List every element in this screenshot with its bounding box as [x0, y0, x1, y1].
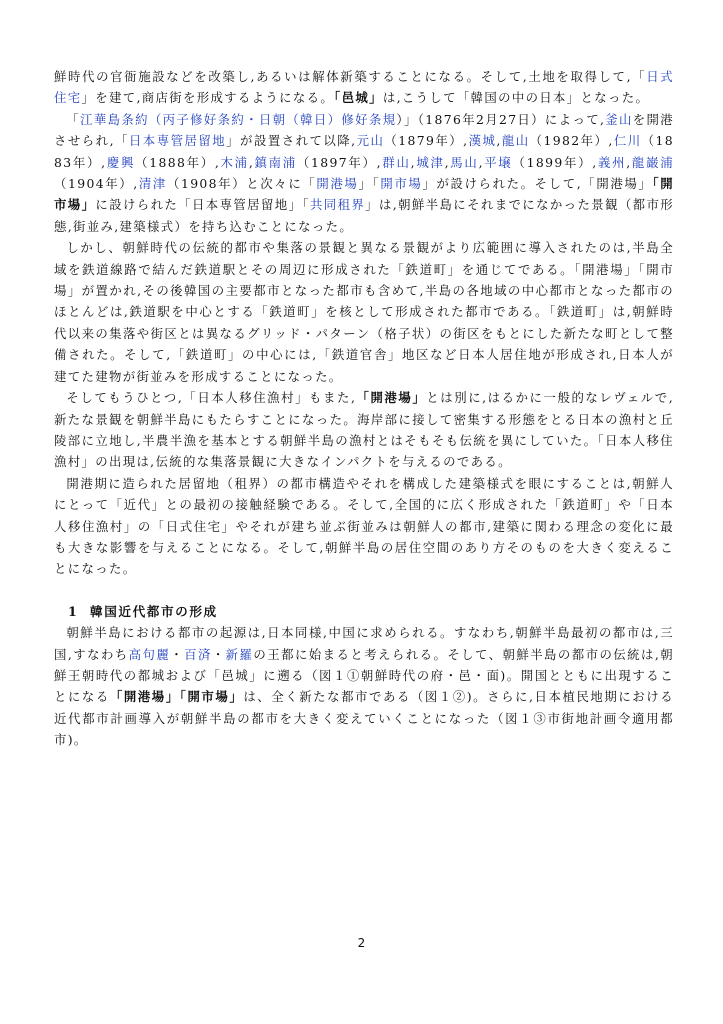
text-run: 」が設置されて以降, [226, 133, 357, 149]
text-run: （1897年）, [296, 154, 382, 170]
text-run: は、全く新たな都市である（図１②)。さらに,日本植民地期における近代都市計画導入が朝鮮半島の都市を大きく変えていくことになった（図１③市街地計画令適用都市)。 [54, 689, 674, 748]
text-run: は,こうして「韓国の中の日本」となった。 [382, 90, 650, 106]
text-run: , [248, 154, 255, 170]
text-run: （1982年）, [529, 133, 614, 149]
highlighted-term: 共同租界 [309, 197, 366, 213]
highlighted-term: 清津 [138, 176, 167, 192]
text-run: の王都に始まると考えられる。そして、朝鮮半島の都市の伝統は,朝鮮王朝時代の都城および「邑城」に遡る（図１①朝鮮時代の府・邑・面)。開国とともに出現することになる [54, 646, 675, 705]
highlighted-term: 平壌 [483, 154, 513, 170]
text-run: 開港期に造られた居留地（租界）の都市構造やそれを構成した建築様式を眼にすることは,朝鮮人にとって「近代」との最初の接触経験である。そして,全国的に広く形成された「鉄道町」や「日本人移住漁村」の「日式住宅」やそれが建ち並ぶ街並みは朝鮮人の都市,建築に関わる理念の変化に最も大きな影響を与えることになる。そして,朝鮮半島の居住空間のあり方そのものを大きく変えることになった。 [54, 475, 674, 577]
section-number: 1 [68, 603, 79, 619]
highlighted-term: 高句麗 [128, 646, 171, 662]
highlighted-term: 龍巌浦 [631, 154, 674, 170]
paragraph-2 [54, 109, 674, 237]
paragraph-4 [54, 387, 674, 473]
text-run: そしてもうひとつ,「日本人移住漁村」もまた, [66, 390, 357, 406]
highlighted-term: 漢城 [468, 133, 497, 149]
highlighted-term: 木浦 [220, 154, 249, 170]
text-run: に設けられた「日本専管居留地」「 [95, 197, 310, 213]
paragraph-1 [54, 66, 674, 109]
paragraph-5 [54, 473, 674, 580]
text-run: , [496, 133, 502, 149]
text-run: , [478, 154, 484, 170]
text-run: 鮮時代の官衙施設などを改築し,あるいは解体新築することになる。そして,土地を取得して,「 [54, 69, 647, 84]
highlighted-term: 元山 [356, 133, 385, 149]
text-run: 「 [66, 111, 81, 127]
bold-term: 「開港場」 [356, 390, 427, 406]
highlighted-term: 仁川 [613, 133, 642, 149]
section-title: 韓国近代都市の形成 [90, 603, 218, 619]
body-text [54, 66, 674, 751]
text-run: （1908年）と次々に「 [166, 176, 317, 192]
page-number: 2 [357, 936, 366, 950]
highlighted-term: 釜山 [605, 111, 633, 127]
text-run: （1899年）, [512, 154, 598, 170]
highlighted-term: 開市場 [380, 176, 423, 192]
text-run: （1888年）, [135, 154, 221, 170]
highlighted-term: 馬山 [449, 154, 479, 170]
highlighted-term: 百済 [184, 646, 212, 662]
highlighted-term: 日式住宅 [54, 69, 674, 106]
highlighted-term: 城津 [415, 154, 445, 170]
highlighted-term: 日本専管居留地 [128, 133, 227, 149]
text-run: しかし、朝鮮時代の伝統的都市や集落の景観と異なる景観がより広範囲に導入されたのは,半島全域を鉄道線路で結んだ鉄道駅とその周辺に形成された「鉄道町」を通じてである。「開港場」「開市場」が置かれ,その後韓国の主要都市となった都市も含めて,半島の各地域の中心都市となった都市のほとんどは,鉄道駅を中心とする「鉄道町」を核として形成された都市である。「鉄道町」は,朝鮮時代以来の集落や街区とは異なるグリッド・パターン（格子状）の街区をもとにした新たな町として整備された。そして,「鉄道町」の中心には,「鉄道官舎」地区など日本人居住地が形成され,日本人が建てた建物が街並みを形成することになった。 [54, 240, 674, 384]
text-run: ・ [170, 646, 185, 662]
text-run: 」は,朝鮮半島にそれまでになかった景観（都市形態,街並み,建築様式）を持ち込むことになった。 [54, 197, 674, 234]
text-run: 」「 [358, 176, 381, 192]
text-run: 朝鮮半島における都市の起源は,日本同様,中国に求められる。すなわち,朝鮮半島最初の都市は,三国,すなわち [54, 625, 674, 662]
text-run: , [444, 154, 450, 170]
text-run: , [410, 154, 416, 170]
text-run: ・ [211, 646, 226, 662]
highlighted-term: 鎮南浦 [254, 154, 297, 170]
highlighted-term: 開港場 [316, 176, 359, 192]
highlighted-term: 新羅 [225, 646, 254, 662]
text-run: 」を建て,商店街を形成するようになる。 [81, 90, 335, 106]
highlighted-term: 慶興 [106, 154, 136, 170]
bold-term: 「開市場」 [54, 176, 675, 213]
section-paragraph [54, 622, 674, 750]
text-run: , [626, 154, 632, 170]
highlighted-term: 龍山 [501, 133, 530, 149]
bold-term: 「開港場」「開市場」 [109, 689, 244, 705]
text-run: （1904年）, [54, 176, 139, 192]
text-run: を開港させられ,「 [54, 111, 674, 149]
text-run: 」が設けられた。そして,「開港場」 [422, 176, 653, 192]
highlighted-term: 群山 [381, 154, 411, 170]
text-run: （1883年）, [54, 133, 674, 170]
text-run: ）」（1876年2月27日）によって, [396, 111, 606, 127]
bold-term: 「邑城」 [334, 90, 383, 106]
section-heading [54, 601, 674, 622]
highlighted-term: 江華島条約（丙子修好条約・日朝（韓日）修好条規 [80, 111, 397, 127]
text-run: （1879年）, [384, 133, 469, 149]
text-run: とは別に,はるかに一般的なレヴェルで,新たな景観を朝鮮半島にもたらすことになった。海岸部に接して密集する形態をとる日本の漁村と丘陵部に立地し,半農半漁を基本とする朝鮮半島の漁村とはそもそも伝統を異にしていた。「日本人移住漁村」の出現は,伝統的な集落景観に大きなインパクトを与えるのである。 [54, 390, 674, 470]
highlighted-term: 義州 [597, 154, 627, 170]
paragraph-3 [54, 237, 674, 387]
